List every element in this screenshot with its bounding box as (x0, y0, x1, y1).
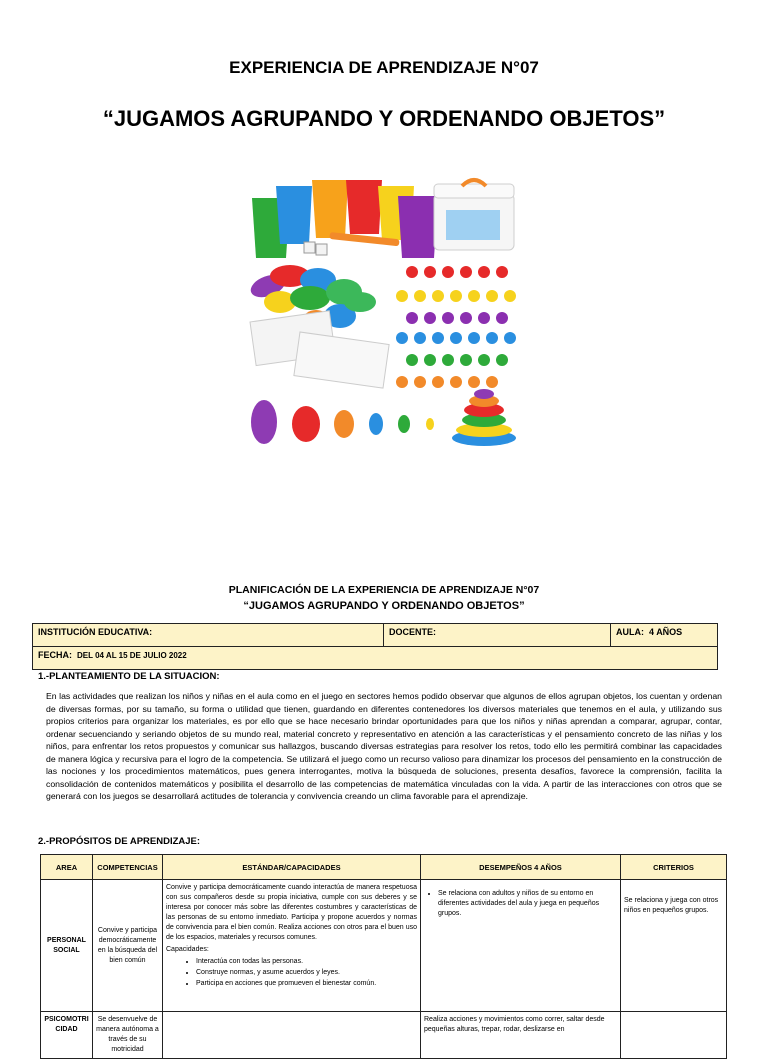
fecha-value: DEL 04 AL 15 DE JULIO 2022 (77, 651, 187, 660)
fecha-cell (33, 647, 718, 670)
estandar-text: Convive y participa democráticamente cuando interactúa de manera respetuosa con sus compañeros desde su propia iniciativa, cumple con sus deberes y se interesa por conocer más sobre las diferentes costumbres y características de las personas de su entorno inmediato. Participa y propone acuerdos y normas de convivencia para el bien común. Realiza acciones con otros para el buen uso de los espacios, materiales y recursos comunes. (166, 884, 417, 941)
criterio-cell: Se relaciona y juega con otros niños en pequeños grupos. (621, 880, 727, 1012)
estandar-cell (163, 1012, 421, 1059)
criterio-cell (621, 1012, 727, 1059)
list-item: • Interactúa con todas las personas. (196, 957, 417, 967)
desempeno-cell (421, 880, 621, 1012)
header-table (32, 623, 718, 647)
plan-title: PLANIFICACIÓN DE LA EXPERIENCIA DE APRENDIZAJE N°07 (228, 584, 540, 596)
document-title: EXPERIENCIA DE APRENDIZAJE N°07 (229, 58, 539, 77)
docente-cell (384, 624, 611, 647)
desempeno-cell: Realiza acciones y movimientos como correr, saltar desde pequeñas alturas, trepar, rodar, deslizarse en (421, 1012, 621, 1059)
col-competencias: COMPETENCIAS (93, 855, 163, 880)
competencia-cell: Convive y participa democráticamente en la búsqueda del bien común (93, 880, 163, 1012)
capacidades-label: Capacidades: (166, 946, 209, 953)
capacidades-list (166, 957, 417, 989)
col-criterios: CRITERIOS (621, 855, 727, 880)
col-estandar: ESTÁNDAR/CAPACIDADES (163, 855, 421, 880)
aula-label: AULA: (616, 627, 644, 637)
table-row (41, 880, 727, 1012)
area-cell: PSICOMOTRICIDAD (41, 1012, 93, 1059)
docente-label: DOCENTE: (389, 627, 436, 637)
purposes-table (40, 854, 727, 1059)
purposes-header-row (41, 855, 727, 880)
area-cell: PERSONAL SOCIAL (41, 880, 93, 1012)
col-area: AREA (41, 855, 93, 880)
document-subtitle: “JUGAMOS AGRUPANDO Y ORDENANDO OBJETOS” (102, 106, 666, 131)
section1-heading: 1.-PLANTEAMIENTO DE LA SITUACION: (38, 671, 220, 682)
section2-heading: 2.-PROPÓSITOS DE APRENDIZAJE: (38, 836, 201, 847)
aula-value: 4 AÑOS (649, 627, 683, 637)
table-row (41, 1012, 727, 1059)
plan-subtitle: “JUGAMOS AGRUPANDO Y ORDENANDO OBJETOS” (243, 600, 525, 612)
list-item: • Construye normas, y asume acuerdos y leyes. (196, 968, 417, 978)
fecha-table (32, 646, 718, 670)
col-desempenos: DESEMPEÑOS 4 AÑOS (421, 855, 621, 880)
section1-text: En las actividades que realizan los niños y niñas en el aula como en el juego en sectores hemos podido observar que algunos de ellos agrupan objetos, los cuentan y ordenan de diversas formas, por su tamaño, su forma o utilidad que tienen, guardando en diferentes contenedores los diversos materiales que tenemos en el aula, y utilizando sus propios criterios para organizar los materiales, es por ello que se hace necesario brindar oportunidades para que los niños y niñas aprendan a comparar, agrupar, contar, ordenar secuenciando y seriando objetos de su mundo real, material concreto y representativo en atención a las características y el pensamiento concreto de las niñas y los niños, para enfrentar los retos propuestos y comunicar sus hallazgos, buscando diversas estrategias para resolver los retos, todo ello les permitirá combinar las capacidades de manera lógica y recursiva para el logro de la competencia. Se utilizará el juego como un recurso valioso para dinamizar los procesos del pensamiento en la construcción de las nociones y los procedimientos matemáticos, pues genera interrogantes, motiva la búsqueda de soluciones, presenta desafíos, favorece la comprensión, facilita la consolidación de contenidos matemáticos y posibilita el desarrollo de las competencias de matemática vinculadas con la vida. A partir de las interacciones con otros que se generará con los juegos se desarrollará actitudes de tolerancia y convivencia creando un clima favorable para el aprendizaje. (46, 691, 722, 801)
list-item: • Se relaciona con adultos y niños de su entorno en diferentes actividades del aula y juega en pequeños grupos. (438, 889, 617, 919)
institucion-cell (33, 624, 384, 647)
aula-cell (611, 624, 718, 647)
estandar-cell (163, 880, 421, 1012)
counting-toys-image (240, 172, 530, 452)
list-item: • Participa en acciones que promueven el bienestar común. (196, 979, 417, 989)
institucion-label: INSTITUCIÓN EDUCATIVA: (38, 627, 153, 637)
fecha-label: FECHA: (38, 650, 72, 660)
competencia-cell: Se desenvuelve de manera autónoma a través de su motricidad (93, 1012, 163, 1059)
